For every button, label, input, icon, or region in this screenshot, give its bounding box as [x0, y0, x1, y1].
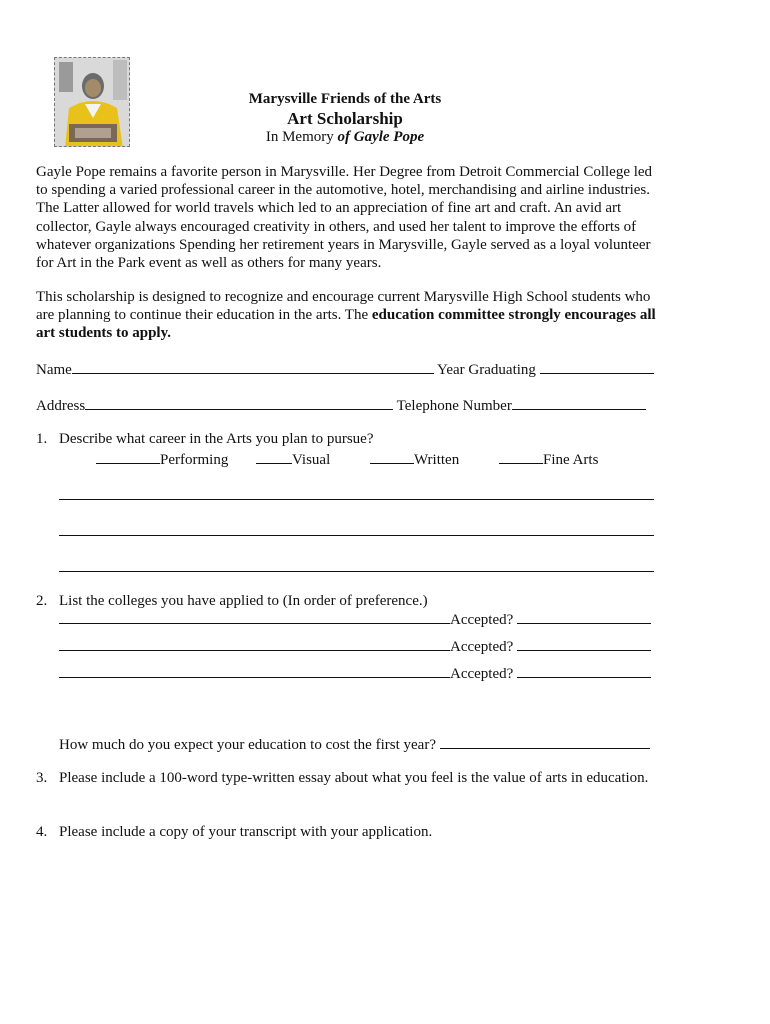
- accepted-field[interactable]: [517, 664, 651, 678]
- college-row: [59, 664, 651, 683]
- visual-label: Visual: [292, 452, 331, 468]
- telephone-field[interactable]: [512, 396, 646, 410]
- memorial-name: of Gayle Pope: [337, 129, 425, 145]
- performing-label: Performing: [160, 452, 229, 468]
- college-row: [59, 637, 651, 656]
- question-4-text: Please include a copy of your transcript with your application.: [59, 824, 433, 840]
- memorial-prefix: In Memory: [265, 129, 338, 145]
- written-blank[interactable]: [370, 450, 414, 464]
- cost-question: How much do you expect your education to cost the first year?: [59, 737, 436, 753]
- question-1-text: Describe what career in the Arts you plan to pursue?: [59, 431, 374, 447]
- college-row: [59, 610, 651, 629]
- address-label: Address: [36, 398, 86, 414]
- intro-paragraph: Gayle Pope remains a favorite person in Marysville. Her Degree from Detroit Commercial College led to spending a varied professional career in the automotive, hotel, merchandising and airline industries. The Latter allowed for world travels which led to an appreciation of fine art and craft. An avid art collector, Gayle always encouraged creativity in others, and used her talent to improve the efforts of whatever organizations Spending her retirement years in Marysville, Gayle served as a loyal volunteer for Art in the Park event as well as others for many years.: [36, 164, 653, 272]
- name-field[interactable]: [72, 360, 434, 374]
- career-answer-line[interactable]: [59, 535, 654, 536]
- memorial-line: [0, 129, 690, 146]
- question-4-number: 4.: [36, 824, 48, 840]
- career-option-written[interactable]: [370, 450, 459, 469]
- telephone-label: Telephone Number: [396, 398, 512, 414]
- question-3-text: Please include a 100-word type-written essay about what you feel is the value of arts in education.: [59, 770, 649, 786]
- question-1-number: 1.: [36, 431, 48, 447]
- accepted-label: Accepted?: [450, 612, 514, 628]
- form-title: Art Scholarship: [287, 109, 403, 128]
- name-label: Name: [36, 362, 72, 378]
- fine-arts-label: Fine Arts: [543, 452, 599, 468]
- college-name-field[interactable]: [59, 664, 450, 678]
- question-2-text: List the colleges you have applied to (In order of preference.): [59, 593, 428, 609]
- address-row: [36, 396, 646, 415]
- purpose-bold-text: education committee strongly encourages all art students to apply.: [36, 307, 656, 342]
- fine-arts-blank[interactable]: [499, 450, 543, 464]
- career-option-performing[interactable]: [96, 450, 228, 469]
- career-option-fine-arts[interactable]: [499, 450, 598, 469]
- performing-blank[interactable]: [96, 450, 160, 464]
- college-name-field[interactable]: [59, 637, 450, 651]
- year-graduating-label: Year Graduating: [437, 362, 536, 378]
- written-label: Written: [414, 452, 460, 468]
- visual-blank[interactable]: [256, 450, 292, 464]
- career-option-visual[interactable]: [256, 450, 330, 469]
- accepted-label: Accepted?: [450, 639, 514, 655]
- cost-row: [59, 735, 650, 754]
- career-answer-line[interactable]: [59, 499, 654, 500]
- organization-name: Marysville Friends of the Arts: [248, 91, 442, 107]
- year-graduating-field[interactable]: [540, 360, 654, 374]
- accepted-label: Accepted?: [450, 666, 514, 682]
- cost-field[interactable]: [440, 735, 650, 749]
- address-field[interactable]: [85, 396, 393, 410]
- purpose-paragraph: [36, 288, 666, 343]
- question-3-number: 3.: [36, 770, 48, 786]
- accepted-field[interactable]: [517, 637, 651, 651]
- question-2-number: 2.: [36, 593, 48, 609]
- college-name-field[interactable]: [59, 610, 450, 624]
- name-row: [36, 360, 654, 379]
- purpose-text: This scholarship is designed to recognize and encourage current Marysville High School students who are planning to continue their education in the arts. The: [36, 289, 651, 324]
- career-answer-line[interactable]: [59, 571, 654, 572]
- accepted-field[interactable]: [517, 610, 651, 624]
